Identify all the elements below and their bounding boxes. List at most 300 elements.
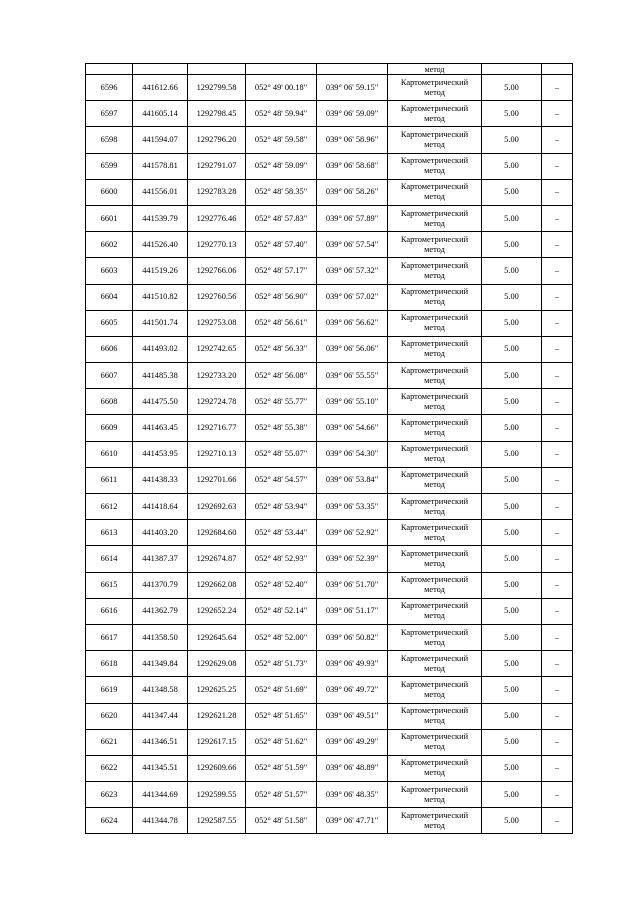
method-line-1: Картометрический xyxy=(400,418,469,428)
cell-method xyxy=(388,598,482,624)
cell-latitude: 052° 48' 51.59" xyxy=(246,755,317,781)
cell-accuracy: 5.00 xyxy=(482,677,542,703)
cell-y: 1292621.28 xyxy=(188,703,246,729)
cell-number: 6614 xyxy=(86,546,133,572)
table-row xyxy=(86,101,573,127)
cell-x: 441526.40 xyxy=(133,232,188,258)
cell-y: 1292760.56 xyxy=(188,284,246,310)
cell-latitude: 052° 48' 51.57" xyxy=(246,782,317,808)
cell-y: 1292662.08 xyxy=(188,572,246,598)
cell-y: 1292766.06 xyxy=(188,258,246,284)
cell-longitude: 039° 06' 58.26" xyxy=(317,179,388,205)
cell-latitude: 052° 48' 52.40" xyxy=(246,572,317,598)
table-row xyxy=(86,363,573,389)
cell-y: 1292599.55 xyxy=(188,782,246,808)
coordinates-table-body xyxy=(86,64,573,834)
cell-note: – xyxy=(542,651,573,677)
cell-method xyxy=(388,624,482,650)
cell-method xyxy=(388,651,482,677)
cell-accuracy: 5.00 xyxy=(482,520,542,546)
cell-latitude: 052° 48' 51.69" xyxy=(246,677,317,703)
cell-accuracy: 5.00 xyxy=(482,179,542,205)
cell-note: – xyxy=(542,546,573,572)
cell-y: 1292753.08 xyxy=(188,310,246,336)
table-row xyxy=(86,624,573,650)
method-line-1: Картометрический xyxy=(400,444,469,454)
method-line-2: метод xyxy=(424,270,445,280)
cell-method xyxy=(388,127,482,153)
cell-method xyxy=(388,808,482,834)
cell-number: 6618 xyxy=(86,651,133,677)
cell-accuracy xyxy=(482,64,542,75)
method-line-1: Картометрический xyxy=(400,208,469,218)
table-row xyxy=(86,598,573,624)
cell-method xyxy=(388,572,482,598)
cell-note: – xyxy=(542,389,573,415)
cell-x: 441344.78 xyxy=(133,808,188,834)
cell-method xyxy=(388,677,482,703)
method-line-2: метод xyxy=(424,428,445,438)
method-line-2: метод xyxy=(424,113,445,123)
cell-longitude: 039° 06' 58.96" xyxy=(317,127,388,153)
method-line-1: Картометрический xyxy=(400,679,469,689)
cell-number: 6605 xyxy=(86,310,133,336)
method-line-2: метод xyxy=(424,244,445,254)
cell-latitude: 052° 48' 52.00" xyxy=(246,624,317,650)
cell-latitude: 052° 48' 54.57" xyxy=(246,467,317,493)
method-line-1: Картометрический xyxy=(400,260,469,270)
method-line-2: метод xyxy=(424,349,445,359)
cell-latitude: 052° 48' 58.35" xyxy=(246,179,317,205)
table-row xyxy=(86,782,573,808)
cell-y: 1292625.25 xyxy=(188,677,246,703)
cell-x: 441539.79 xyxy=(133,205,188,231)
cell-accuracy: 5.00 xyxy=(482,703,542,729)
cell-note: – xyxy=(542,101,573,127)
cell-number: 6598 xyxy=(86,127,133,153)
table-row xyxy=(86,205,573,231)
method-line-1: Картометрический xyxy=(400,129,469,139)
table-row xyxy=(86,75,573,101)
cell-x: 441519.26 xyxy=(133,258,188,284)
cell-y: 1292645.64 xyxy=(188,624,246,650)
cell-x: 441493.02 xyxy=(133,336,188,362)
cell-accuracy: 5.00 xyxy=(482,310,542,336)
cell-number: 6597 xyxy=(86,101,133,127)
cell-x: 441463.45 xyxy=(133,415,188,441)
cell-latitude: 052° 48' 56.61" xyxy=(246,310,317,336)
table-row xyxy=(86,703,573,729)
cell-note: – xyxy=(542,808,573,834)
cell-method xyxy=(388,546,482,572)
cell-latitude: 052° 48' 51.58" xyxy=(246,808,317,834)
cell-x: 441345.51 xyxy=(133,755,188,781)
cell-x: 441362.79 xyxy=(133,598,188,624)
cell-x: 441358.50 xyxy=(133,624,188,650)
cell-method xyxy=(388,153,482,179)
cell-latitude: 052° 48' 51.65" xyxy=(246,703,317,729)
cell-note: – xyxy=(542,677,573,703)
method-line-2: метод xyxy=(424,558,445,568)
cell-longitude: 039° 06' 56.06" xyxy=(317,336,388,362)
cell-y: 1292609.66 xyxy=(188,755,246,781)
cell-longitude: 039° 06' 56.62" xyxy=(317,310,388,336)
cell-note: – xyxy=(542,179,573,205)
table-row xyxy=(86,153,573,179)
cell-accuracy: 5.00 xyxy=(482,101,542,127)
method-line-1: Картометрический xyxy=(400,706,469,716)
cell-longitude: 039° 06' 54.66" xyxy=(317,415,388,441)
cell-accuracy: 5.00 xyxy=(482,258,542,284)
cell-latitude: 052° 48' 51.62" xyxy=(246,729,317,755)
cell-y: 1292692.63 xyxy=(188,494,246,520)
table-row xyxy=(86,232,573,258)
cell-note: – xyxy=(542,205,573,231)
cell-accuracy: 5.00 xyxy=(482,389,542,415)
cell-note: – xyxy=(542,363,573,389)
table-row xyxy=(86,494,573,520)
cell-x: 441346.51 xyxy=(133,729,188,755)
cell-y: 1292617.15 xyxy=(188,729,246,755)
cell-latitude: 052° 48' 56.08" xyxy=(246,363,317,389)
cell-method xyxy=(388,467,482,493)
cell-number: 6620 xyxy=(86,703,133,729)
cell-longitude: 039° 06' 58.68" xyxy=(317,153,388,179)
cell-latitude: 052° 48' 56.33" xyxy=(246,336,317,362)
table-row xyxy=(86,651,573,677)
method-line-1: Картометрический xyxy=(400,470,469,480)
cell-number: 6599 xyxy=(86,153,133,179)
cell-method xyxy=(388,75,482,101)
cell-latitude: 052° 48' 55.77" xyxy=(246,389,317,415)
cell-y: 1292776.46 xyxy=(188,205,246,231)
cell-x: 441418.64 xyxy=(133,494,188,520)
cell-y: 1292742.65 xyxy=(188,336,246,362)
cell-latitude: 052° 48' 59.94" xyxy=(246,101,317,127)
cell-latitude: 052° 48' 55.38" xyxy=(246,415,317,441)
method-line-1: Картометрический xyxy=(400,758,469,768)
cell-note: – xyxy=(542,153,573,179)
method-line-1: Картометрический xyxy=(400,496,469,506)
cell-y: 1292652.24 xyxy=(188,598,246,624)
cell-accuracy: 5.00 xyxy=(482,755,542,781)
cell-x: 441485.38 xyxy=(133,363,188,389)
method-line-1: Картометрический xyxy=(400,287,469,297)
cell-number: 6612 xyxy=(86,494,133,520)
cell-latitude: 052° 48' 53.94" xyxy=(246,494,317,520)
method-line-2: метод xyxy=(424,611,445,621)
table-row xyxy=(86,389,573,415)
cell-number: 6601 xyxy=(86,205,133,231)
method-line-1: Картометрический xyxy=(400,339,469,349)
cell-note xyxy=(542,64,573,75)
method-line-2: метод xyxy=(424,166,445,176)
table-row xyxy=(86,310,573,336)
cell-y: 1292587.55 xyxy=(188,808,246,834)
cell-longitude: 039° 06' 49.72" xyxy=(317,677,388,703)
cell-y: 1292799.58 xyxy=(188,75,246,101)
cell-method xyxy=(388,389,482,415)
cell-x: 441344.69 xyxy=(133,782,188,808)
cell-note: – xyxy=(542,232,573,258)
method-line-2: метод xyxy=(424,87,445,97)
table-row xyxy=(86,179,573,205)
cell-accuracy: 5.00 xyxy=(482,336,542,362)
cell-note: – xyxy=(542,624,573,650)
cell-number: 6611 xyxy=(86,467,133,493)
cell-y: 1292674.87 xyxy=(188,546,246,572)
cell-latitude: 052° 48' 52.93" xyxy=(246,546,317,572)
cell-number: 6617 xyxy=(86,624,133,650)
cell-longitude: 039° 06' 48.89" xyxy=(317,755,388,781)
cell-number: 6619 xyxy=(86,677,133,703)
cell-latitude: 052° 48' 52.14" xyxy=(246,598,317,624)
cell-accuracy: 5.00 xyxy=(482,415,542,441)
method-line-1: Картометрический xyxy=(400,810,469,820)
method-line-2: метод xyxy=(424,532,445,542)
cell-method xyxy=(388,363,482,389)
cell-method xyxy=(388,782,482,808)
cell-note: – xyxy=(542,755,573,781)
cell-latitude: 052° 48' 51.73" xyxy=(246,651,317,677)
cell-note: – xyxy=(542,284,573,310)
cell-y: 1292770.13 xyxy=(188,232,246,258)
cell-latitude: 052° 48' 59.58" xyxy=(246,127,317,153)
cell-x: 441438.33 xyxy=(133,467,188,493)
method-line-2: метод xyxy=(424,454,445,464)
cell-note: – xyxy=(542,598,573,624)
method-line-2: метод xyxy=(424,663,445,673)
cell-latitude: 052° 48' 56.90" xyxy=(246,284,317,310)
cell-note: – xyxy=(542,520,573,546)
cell-latitude: 052° 48' 53.44" xyxy=(246,520,317,546)
cell-latitude: 052° 48' 57.83" xyxy=(246,205,317,231)
cell-method xyxy=(388,494,482,520)
cell-number: 6624 xyxy=(86,808,133,834)
table-row xyxy=(86,127,573,153)
table-row xyxy=(86,729,573,755)
cell-note: – xyxy=(542,258,573,284)
cell-x: 441348.58 xyxy=(133,677,188,703)
cell-longitude xyxy=(317,64,388,75)
table-row xyxy=(86,336,573,362)
method-line-1: Картометрический xyxy=(400,548,469,558)
cell-number: 6609 xyxy=(86,415,133,441)
cell-x: 441349.84 xyxy=(133,651,188,677)
method-line-1: Картометрический xyxy=(400,182,469,192)
cell-x: 441556.01 xyxy=(133,179,188,205)
cell-note: – xyxy=(542,782,573,808)
method-line-1: Картометрический xyxy=(400,313,469,323)
cell-note: – xyxy=(542,127,573,153)
cell-accuracy: 5.00 xyxy=(482,363,542,389)
cell-note: – xyxy=(542,75,573,101)
cell-longitude: 039° 06' 50.82" xyxy=(317,624,388,650)
cell-latitude: 052° 48' 59.09" xyxy=(246,153,317,179)
cell-accuracy: 5.00 xyxy=(482,572,542,598)
cell-x: 441612.66 xyxy=(133,75,188,101)
cell-method xyxy=(388,284,482,310)
table-row xyxy=(86,415,573,441)
cell-latitude: 052° 48' 55.07" xyxy=(246,441,317,467)
cell-longitude: 039° 06' 57.02" xyxy=(317,284,388,310)
cell-number: 6608 xyxy=(86,389,133,415)
cell-method xyxy=(388,179,482,205)
cell-note: – xyxy=(542,415,573,441)
method-line-2: метод xyxy=(424,794,445,804)
cell-accuracy: 5.00 xyxy=(482,75,542,101)
table-row xyxy=(86,520,573,546)
method-line-1: Картометрический xyxy=(400,77,469,87)
coordinates-table xyxy=(85,63,573,834)
cell-y: 1292791.07 xyxy=(188,153,246,179)
cell-longitude: 039° 06' 59.15" xyxy=(317,75,388,101)
cell-latitude: 052° 49' 00.18" xyxy=(246,75,317,101)
method-line-1: Картометрический xyxy=(400,365,469,375)
table-row xyxy=(86,284,573,310)
cell-longitude: 039° 06' 53.35" xyxy=(317,494,388,520)
cell-latitude xyxy=(246,64,317,75)
cell-note: – xyxy=(542,441,573,467)
cell-method xyxy=(388,441,482,467)
cell-note: – xyxy=(542,310,573,336)
table-row xyxy=(86,677,573,703)
cell-accuracy: 5.00 xyxy=(482,284,542,310)
cell-accuracy: 5.00 xyxy=(482,205,542,231)
table-row xyxy=(86,572,573,598)
cell-latitude: 052° 48' 57.17" xyxy=(246,258,317,284)
cell-longitude: 039° 06' 57.32" xyxy=(317,258,388,284)
cell-y: 1292724.78 xyxy=(188,389,246,415)
cell-accuracy: 5.00 xyxy=(482,127,542,153)
cell-longitude: 039° 06' 53.84" xyxy=(317,467,388,493)
cell-x: 441578.81 xyxy=(133,153,188,179)
cell-note: – xyxy=(542,467,573,493)
cell-x xyxy=(133,64,188,75)
cell-longitude: 039° 06' 55.10" xyxy=(317,389,388,415)
method-line-2: метод xyxy=(424,506,445,516)
cell-y: 1292629.08 xyxy=(188,651,246,677)
cell-y: 1292684.60 xyxy=(188,520,246,546)
cell-latitude: 052° 48' 57.40" xyxy=(246,232,317,258)
cell-method xyxy=(388,232,482,258)
method-line-1: Картометрический xyxy=(400,653,469,663)
method-line-2: метод xyxy=(424,768,445,778)
cell-longitude: 039° 06' 52.39" xyxy=(317,546,388,572)
method-line-2: метод xyxy=(424,742,445,752)
cell-x: 441403.20 xyxy=(133,520,188,546)
cell-x: 441453.95 xyxy=(133,441,188,467)
cell-note: – xyxy=(542,494,573,520)
cell-accuracy: 5.00 xyxy=(482,808,542,834)
cell-x: 441387.37 xyxy=(133,546,188,572)
cell-longitude: 039° 06' 55.55" xyxy=(317,363,388,389)
method-line-2: метод xyxy=(424,401,445,411)
cell-accuracy: 5.00 xyxy=(482,467,542,493)
method-line-2: метод xyxy=(424,689,445,699)
cell-method xyxy=(388,205,482,231)
table-row xyxy=(86,546,573,572)
cell-accuracy: 5.00 xyxy=(482,782,542,808)
cell-y: 1292716.77 xyxy=(188,415,246,441)
cell-x: 441370.79 xyxy=(133,572,188,598)
cell-method xyxy=(388,703,482,729)
method-line-2: метод xyxy=(424,139,445,149)
cell-y: 1292783.28 xyxy=(188,179,246,205)
method-line-1: Картометрический xyxy=(400,732,469,742)
method-line-2: метод xyxy=(424,820,445,830)
method-line-2: метод xyxy=(424,716,445,726)
cell-note: – xyxy=(542,572,573,598)
continued-row xyxy=(86,64,573,75)
cell-number: 6622 xyxy=(86,755,133,781)
method-line-2: метод xyxy=(424,480,445,490)
method-line-2: метод xyxy=(424,323,445,333)
cell-y: 1292710.13 xyxy=(188,441,246,467)
method-line-1: Картометрический xyxy=(400,234,469,244)
cell-x: 441347.44 xyxy=(133,703,188,729)
cell-number: 6613 xyxy=(86,520,133,546)
cell-accuracy: 5.00 xyxy=(482,624,542,650)
cell-method xyxy=(388,258,482,284)
cell-longitude: 039° 06' 54.30" xyxy=(317,441,388,467)
cell-longitude: 039° 06' 47.71" xyxy=(317,808,388,834)
cell-accuracy: 5.00 xyxy=(482,153,542,179)
cell-number: 6604 xyxy=(86,284,133,310)
method-line-1: Картометрический xyxy=(400,156,469,166)
cell-accuracy: 5.00 xyxy=(482,598,542,624)
cell-accuracy: 5.00 xyxy=(482,651,542,677)
cell-longitude: 039° 06' 52.92" xyxy=(317,520,388,546)
cell-y xyxy=(188,64,246,75)
method-line-1: Картометрический xyxy=(400,522,469,532)
cell-method xyxy=(388,729,482,755)
method-line-1: Картометрический xyxy=(400,103,469,113)
cell-accuracy: 5.00 xyxy=(482,441,542,467)
cell-number: 6607 xyxy=(86,363,133,389)
cell-x: 441501.74 xyxy=(133,310,188,336)
table-row xyxy=(86,755,573,781)
cell-number: 6606 xyxy=(86,336,133,362)
cell-accuracy: 5.00 xyxy=(482,494,542,520)
cell-number: 6615 xyxy=(86,572,133,598)
table-row xyxy=(86,467,573,493)
cell-number: 6600 xyxy=(86,179,133,205)
cell-y: 1292733.20 xyxy=(188,363,246,389)
cell-x: 441605.14 xyxy=(133,101,188,127)
cell-number xyxy=(86,64,133,75)
cell-accuracy: 5.00 xyxy=(482,729,542,755)
cell-longitude: 039° 06' 49.51" xyxy=(317,703,388,729)
method-line-1: Картометрический xyxy=(400,601,469,611)
cell-y: 1292798.45 xyxy=(188,101,246,127)
cell-method xyxy=(388,336,482,362)
cell-y: 1292701.66 xyxy=(188,467,246,493)
cell-method xyxy=(388,755,482,781)
cell-note: – xyxy=(542,729,573,755)
cell-x: 441510.82 xyxy=(133,284,188,310)
cell-method xyxy=(388,415,482,441)
cell-number: 6616 xyxy=(86,598,133,624)
method-line-2: метод xyxy=(424,297,445,307)
method-line-1: Картометрический xyxy=(400,627,469,637)
method-line-2: метод xyxy=(424,218,445,228)
cell-number: 6621 xyxy=(86,729,133,755)
cell-longitude: 039° 06' 49.93" xyxy=(317,651,388,677)
cell-note: – xyxy=(542,336,573,362)
method-line-2: метод xyxy=(424,192,445,202)
cell-method xyxy=(388,101,482,127)
